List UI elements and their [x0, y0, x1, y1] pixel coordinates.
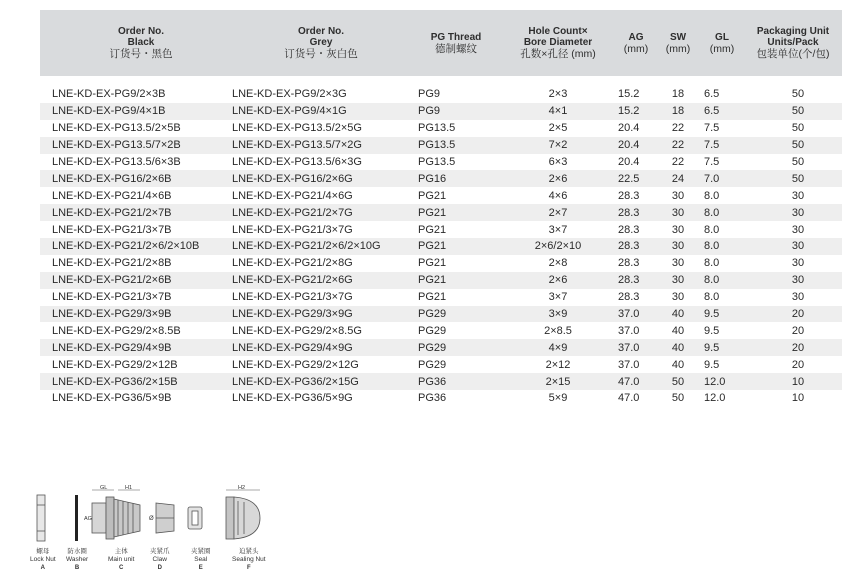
claw-drawing — [156, 503, 174, 533]
packaging-cell: 10 — [791, 392, 805, 405]
ag-cell: 20.4 — [616, 137, 656, 154]
packaging-cell: 30 — [791, 291, 805, 304]
gl-cell: 9.5 — [700, 306, 744, 323]
order-black-cell: LNE-KD-EX-PG36/2×15B — [40, 373, 230, 390]
packaging-cell: 20 — [791, 358, 805, 371]
ag-cell: 28.3 — [618, 291, 640, 304]
sw-cell: 22 — [656, 137, 700, 154]
ag-cell: 15.2 — [616, 103, 656, 120]
order-black-cell: LNE-KD-EX-PG9/2×3B — [40, 81, 230, 103]
table-row — [40, 289, 842, 306]
table-row — [40, 170, 842, 187]
order-black-cell: LNE-KD-EX-PG29/4×9B — [40, 339, 230, 356]
order-black-cell: LNE-KD-EX-PG21/4×6B — [52, 189, 172, 202]
table-header-row — [40, 10, 842, 81]
sw-cell: 30 — [656, 204, 700, 221]
sw-cell: 22 — [671, 156, 685, 168]
order-grey-cell: LNE-KD-EX-PG13.5/2×5G — [232, 122, 362, 135]
order-grey-cell: LNE-KD-EX-PG9/2×3G — [230, 81, 412, 103]
pg-thread-cell: PG21 — [418, 291, 447, 304]
sw-cell: 22 — [671, 122, 685, 135]
hole-count-cell: 7×2 — [500, 137, 616, 154]
order-grey-cell: LNE-KD-EX-PG13.5/6×3G — [232, 156, 362, 168]
order-grey-cell: LNE-KD-EX-PG21/3×7G — [232, 223, 353, 236]
gl-cell: 8.0 — [700, 272, 744, 289]
order-grey-cell: LNE-KD-EX-PG9/4×1G — [230, 103, 412, 120]
sw-cell: 40 — [656, 339, 700, 356]
sw-cell: 40 — [656, 306, 700, 323]
gl-cell: 8.0 — [704, 257, 720, 270]
table-row — [40, 373, 842, 390]
ag-cell: 37.0 — [616, 339, 656, 356]
packaging-cell: 30 — [791, 223, 805, 236]
main-unit-drawing — [92, 490, 140, 539]
table-body — [40, 81, 842, 407]
sw-cell: 30 — [671, 189, 685, 202]
sw-cell: 40 — [671, 324, 685, 337]
gl-cell: 7.5 — [700, 137, 744, 154]
hole-count-cell: 2×8.5 — [544, 324, 572, 337]
part-label-b: 防水圈 Washer B — [66, 548, 89, 571]
pg-thread-cell: PG36 — [418, 392, 447, 405]
dim-ag-label: AG — [84, 516, 92, 522]
order-black-cell: LNE-KD-EX-PG21/3×7B — [52, 291, 172, 304]
gl-cell: 8.0 — [704, 291, 720, 304]
pg-thread-cell: PG9 — [412, 81, 500, 103]
ag-cell: 47.0 — [618, 392, 640, 405]
part-label-c: 主体 Main unit C — [108, 548, 135, 571]
sw-cell: 18 — [656, 81, 700, 103]
hole-count-cell: 4×9 — [500, 339, 616, 356]
table-row — [40, 187, 842, 204]
packaging-cell: 30 — [744, 272, 842, 289]
table-row — [40, 221, 842, 238]
sw-cell: 30 — [656, 272, 700, 289]
dim-dia-label: Ø — [149, 516, 154, 522]
header-ag: AG (mm) — [616, 10, 656, 81]
ag-cell: 22.5 — [616, 170, 656, 187]
order-grey-cell: LNE-KD-EX-PG29/3×9G — [230, 306, 412, 323]
header-hole-count: Hole Count× Bore Diameter 孔数×孔径 (mm) — [500, 10, 616, 81]
table-row — [40, 81, 842, 103]
pg-thread-cell: PG21 — [412, 238, 500, 255]
packaging-cell: 20 — [744, 339, 842, 356]
pg-thread-cell: PG21 — [418, 257, 447, 270]
packaging-cell: 20 — [791, 324, 805, 337]
packaging-cell: 10 — [744, 373, 842, 390]
hole-count-cell: 4×6 — [548, 189, 568, 202]
header-order-black: Order No. Black 订货号・黑色 — [40, 10, 230, 81]
dim-h1-label: H1 — [125, 485, 133, 491]
packaging-cell: 30 — [791, 189, 805, 202]
table-row — [40, 339, 842, 356]
ag-cell: 20.4 — [618, 156, 640, 168]
product-table — [40, 10, 842, 407]
packaging-cell: 50 — [744, 137, 842, 154]
hole-count-cell: 6×3 — [548, 156, 568, 168]
order-black-cell: LNE-KD-EX-PG13.5/7×2B — [40, 137, 230, 154]
ag-cell: 28.3 — [618, 257, 640, 270]
order-black-cell: LNE-KD-EX-PG21/3×7B — [52, 223, 172, 236]
gl-cell: 8.0 — [704, 189, 720, 202]
packaging-cell: 50 — [744, 81, 842, 103]
hole-count-cell: 2×8 — [548, 257, 568, 270]
hole-count-cell: 2×7 — [500, 204, 616, 221]
hole-count-cell: 2×6/2×10 — [500, 238, 616, 255]
pg-thread-cell: PG16 — [412, 170, 500, 187]
order-black-cell: LNE-KD-EX-PG9/4×1B — [40, 103, 230, 120]
ag-cell: 37.0 — [618, 358, 640, 371]
part-label-f: 迫紧头 Sealing Nut F — [232, 548, 266, 571]
ag-cell: 15.2 — [616, 81, 656, 103]
table-row — [40, 255, 842, 272]
table-row — [40, 137, 842, 154]
table-row — [40, 356, 842, 373]
packaging-cell: 50 — [791, 156, 805, 168]
pg-thread-cell: PG29 — [412, 339, 500, 356]
order-black-cell: LNE-KD-EX-PG21/2×6/2×10B — [40, 238, 230, 255]
gl-cell: 7.0 — [700, 170, 744, 187]
table-row — [40, 204, 842, 221]
sw-cell: 30 — [671, 223, 685, 236]
pg-thread-cell: PG21 — [418, 189, 447, 202]
lock-nut-drawing — [37, 495, 45, 541]
ag-cell: 37.0 — [616, 306, 656, 323]
table-row — [40, 272, 842, 289]
table-row — [40, 103, 842, 120]
header-order-grey: Order No. Grey 订货号・灰白色 — [230, 10, 412, 81]
pg-thread-cell: PG9 — [412, 103, 500, 120]
packaging-cell: 50 — [791, 122, 805, 135]
hole-count-cell: 2×6 — [500, 272, 616, 289]
order-grey-cell: LNE-KD-EX-PG21/2×6/2×10G — [230, 238, 412, 255]
sw-cell: 30 — [671, 257, 685, 270]
packaging-cell: 30 — [744, 238, 842, 255]
ag-cell: 20.4 — [618, 122, 640, 135]
header-pg-thread: PG Thread 德制螺纹 — [412, 10, 500, 81]
gl-cell: 12.0 — [700, 373, 744, 390]
pg-thread-cell: PG36 — [412, 373, 500, 390]
sw-cell: 50 — [656, 373, 700, 390]
gl-cell: 9.5 — [704, 324, 720, 337]
gl-cell: 7.5 — [704, 122, 720, 135]
order-grey-cell: LNE-KD-EX-PG21/2×7G — [230, 204, 412, 221]
table-row — [40, 322, 842, 339]
pg-thread-cell: PG29 — [418, 358, 447, 371]
packaging-cell: 50 — [744, 170, 842, 187]
order-black-cell: LNE-KD-EX-PG13.5/6×3B — [52, 156, 181, 168]
hole-count-cell: 4×1 — [500, 103, 616, 120]
gl-cell: 9.5 — [700, 339, 744, 356]
gl-cell: 9.5 — [704, 358, 720, 371]
ag-cell: 37.0 — [618, 324, 640, 337]
gl-cell: 7.5 — [704, 156, 720, 168]
hole-count-cell: 2×15 — [500, 373, 616, 390]
ag-cell: 28.3 — [616, 204, 656, 221]
order-grey-cell: LNE-KD-EX-PG29/2×12G — [232, 358, 359, 371]
part-label-a: 螺母 Lock Nut A — [30, 548, 56, 571]
pg-thread-cell: PG13.5 — [412, 137, 500, 154]
table-row — [40, 120, 842, 137]
hole-count-cell: 5×9 — [548, 392, 568, 405]
part-label-d: 夹紧爪 Claw D — [150, 548, 170, 571]
pg-thread-cell: PG29 — [412, 306, 500, 323]
packaging-cell: 20 — [744, 306, 842, 323]
pg-thread-cell: PG21 — [412, 272, 500, 289]
hole-count-cell: 2×5 — [548, 122, 568, 135]
dim-gl-label: GL — [100, 485, 108, 491]
table-row — [40, 238, 842, 255]
order-black-cell: LNE-KD-EX-PG21/2×8B — [52, 257, 172, 270]
pg-thread-cell: PG13.5 — [418, 156, 456, 168]
gl-cell: 12.0 — [704, 392, 726, 405]
header-packaging: Packaging Unit Units/Pack 包装单位(个/包) — [744, 10, 842, 81]
order-black-cell: LNE-KD-EX-PG13.5/2×5B — [52, 122, 181, 135]
table-row — [40, 154, 842, 171]
ag-cell: 28.3 — [616, 272, 656, 289]
ag-cell: 47.0 — [616, 373, 656, 390]
sw-cell: 40 — [671, 358, 685, 371]
order-black-cell: LNE-KD-EX-PG29/2×8.5B — [52, 324, 181, 337]
hole-count-cell: 3×9 — [500, 306, 616, 323]
order-black-cell: LNE-KD-EX-PG29/3×9B — [40, 306, 230, 323]
order-grey-cell: LNE-KD-EX-PG21/2×6G — [230, 272, 412, 289]
pg-thread-cell: PG29 — [418, 324, 447, 337]
order-grey-cell: LNE-KD-EX-PG16/2×6G — [230, 170, 412, 187]
hole-count-cell: 2×3 — [500, 81, 616, 103]
washer-drawing — [75, 495, 78, 541]
order-grey-cell: LNE-KD-EX-PG21/3×7G — [232, 291, 353, 304]
order-grey-cell: LNE-KD-EX-PG13.5/7×2G — [230, 137, 412, 154]
pg-thread-cell: PG21 — [418, 223, 447, 236]
hole-count-cell: 3×7 — [548, 291, 568, 304]
packaging-cell: 30 — [744, 204, 842, 221]
pg-thread-cell: PG13.5 — [418, 122, 456, 135]
sw-cell: 50 — [671, 392, 685, 405]
hole-count-cell: 3×7 — [548, 223, 568, 236]
gl-cell: 8.0 — [700, 204, 744, 221]
order-grey-cell: LNE-KD-EX-PG29/4×9G — [230, 339, 412, 356]
ag-cell: 28.3 — [618, 223, 640, 236]
order-black-cell: LNE-KD-EX-PG36/5×9B — [52, 392, 172, 405]
gl-cell: 8.0 — [704, 223, 720, 236]
header-sw: SW (mm) — [656, 10, 700, 81]
sw-cell: 18 — [656, 103, 700, 120]
sw-cell: 24 — [656, 170, 700, 187]
order-grey-cell: LNE-KD-EX-PG21/2×8G — [232, 257, 353, 270]
sw-cell: 30 — [671, 291, 685, 304]
order-grey-cell: LNE-KD-EX-PG36/2×15G — [230, 373, 412, 390]
sw-cell: 30 — [656, 238, 700, 255]
order-grey-cell: LNE-KD-EX-PG29/2×8.5G — [232, 324, 362, 337]
parts-diagram — [28, 485, 288, 575]
parts-drawing — [28, 485, 288, 547]
packaging-cell: 30 — [791, 257, 805, 270]
gl-cell: 8.0 — [700, 238, 744, 255]
ag-cell: 28.3 — [618, 189, 640, 202]
order-black-cell: LNE-KD-EX-PG29/2×12B — [52, 358, 178, 371]
order-black-cell: LNE-KD-EX-PG21/2×6B — [40, 272, 230, 289]
seal-drawing — [188, 507, 202, 529]
order-black-cell: LNE-KD-EX-PG16/2×6B — [40, 170, 230, 187]
order-grey-cell: LNE-KD-EX-PG36/5×9G — [232, 392, 353, 405]
table-row — [40, 390, 842, 407]
order-black-cell: LNE-KD-EX-PG21/2×7B — [40, 204, 230, 221]
hole-count-cell: 2×6 — [500, 170, 616, 187]
pg-thread-cell: PG21 — [412, 204, 500, 221]
table-row — [40, 306, 842, 323]
order-grey-cell: LNE-KD-EX-PG21/4×6G — [232, 189, 353, 202]
header-gl: GL (mm) — [700, 10, 744, 81]
ag-cell: 28.3 — [616, 238, 656, 255]
sealing-nut-drawing — [226, 490, 260, 539]
dim-h2-label: H2 — [238, 485, 246, 491]
gl-cell: 6.5 — [700, 81, 744, 103]
packaging-cell: 50 — [744, 103, 842, 120]
hole-count-cell: 2×12 — [545, 358, 571, 371]
part-label-e: 夹紧圈 Seal E — [191, 548, 211, 571]
gl-cell: 6.5 — [700, 103, 744, 120]
